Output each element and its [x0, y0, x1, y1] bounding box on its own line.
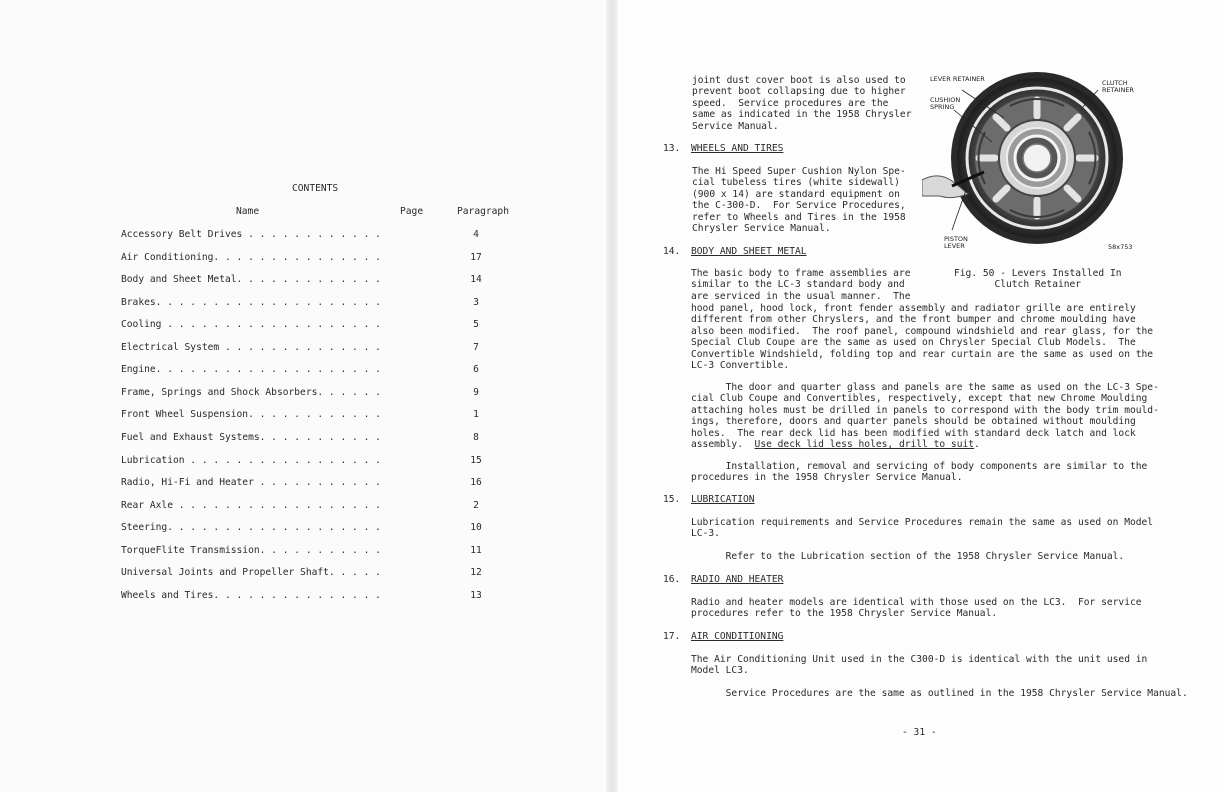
toc-entry-label: Cooling . . . . . . . . . . . . . . . . . . .: [121, 319, 381, 330]
toc-entry: [121, 522, 491, 536]
toc-entry: [121, 274, 491, 288]
toc-entry-label: Air Conditioning. . . . . . . . . . . . . . .: [121, 252, 381, 263]
section-16-heading: [663, 574, 783, 585]
label-clutch-retainer: CLUTCH RETAINER: [1102, 79, 1134, 94]
section-14-number: 14.: [663, 246, 681, 257]
toc-entry-label: Universal Joints and Propeller Shaft. . . . .: [121, 567, 381, 578]
section-15-heading: [663, 494, 755, 505]
figure-caption: Fig. 50 - Levers Installed In Clutch Retainer: [954, 268, 1122, 291]
section-14-paragraph-2-last-line: [691, 439, 980, 450]
toc-column-page: Page: [400, 206, 424, 217]
section-16-number: 16.: [663, 574, 681, 585]
toc-entry-paragraph: 17: [470, 252, 482, 263]
toc-entry: [121, 252, 491, 266]
toc-entry: [121, 387, 491, 401]
toc-entry: [121, 477, 491, 491]
toc-entry: [121, 545, 491, 559]
toc-entry-paragraph: 10: [470, 522, 482, 533]
toc-column-paragraph: Paragraph: [457, 206, 509, 217]
section-14-body-full: hood panel, hood lock, front fender assembly and radiator grille are entirely different from other Chryslers, and the front bumper and chrome moulding have also been modified. The roof panel, compound windshield and rear glass, for the Special Club Coupe are the same as used on Chrysler Special Club Models. The Convertible Windshield, folding top and rear curtain are the same as used on the LC-3 Convertible.: [691, 303, 1154, 372]
toc-entry-label: Lubrication . . . . . . . . . . . . . . . . .: [121, 455, 381, 466]
toc-entry-paragraph: 7: [473, 342, 479, 353]
toc-entry-paragraph: 9: [473, 387, 479, 398]
toc-entry-label: Steering. . . . . . . . . . . . . . . . . . .: [121, 522, 381, 533]
toc-entry: [121, 590, 491, 604]
section-17-number: 17.: [663, 631, 681, 642]
toc-entry-label: Fuel and Exhaust Systems. . . . . . . . . . .: [121, 432, 381, 443]
section-13-number: 13.: [663, 143, 681, 154]
section-16-body: Radio and heater models are identical with those used on the LC3. For service procedures refer to the 1958 Chrysler Service Manual.: [691, 597, 1142, 620]
toc-entry-label: Engine. . . . . . . . . . . . . . . . . . . .: [121, 364, 381, 375]
toc-entry: [121, 455, 491, 469]
toc-entry: [121, 342, 491, 356]
toc-entry-paragraph: 3: [473, 297, 479, 308]
page-number: - 31 -: [902, 727, 937, 738]
toc-entry: [121, 297, 491, 311]
section-15-title: LUBRICATION: [691, 494, 755, 505]
section-13-body: The Hi Speed Super Cushion Nylon Spe- cial tubeless tires (white sidewall) (900 x 14) are standard equipment on the C-300-D. For Service Procedures, refer to Wheels and Tires in the 1958 Chrysler Service Manual.: [692, 166, 906, 235]
toc-entry: [121, 364, 491, 378]
section-17-title: AIR CONDITIONING: [691, 631, 784, 642]
section-14-last-lead: assembly.: [691, 439, 755, 450]
toc-entry-paragraph: 1: [473, 409, 479, 420]
toc-entry: [121, 500, 491, 514]
section-14-title: BODY AND SHEET METAL: [691, 246, 807, 257]
section-17-heading: [663, 631, 783, 642]
label-piston-lever: PISTON LEVER: [944, 235, 968, 250]
toc-entry: [121, 432, 491, 446]
figure-negative-number: 58x753: [1108, 243, 1133, 251]
toc-entry-paragraph: 11: [470, 545, 482, 556]
toc-entry-paragraph: 16: [470, 477, 482, 488]
toc-entry-paragraph: 2: [473, 500, 479, 511]
toc-entry-paragraph: 15: [470, 455, 482, 466]
toc-entry: [121, 409, 491, 423]
section-14-paragraph-2: The door and quarter glass and panels are the same as used on the LC-3 Spe- cial Club Coupe and Convertibles, respectively, except that new Chrome Moulding attaching holes must be drilled in panels to correspond with the body trim mould- ings, therefore, doors and quarter panels should be obtained without moulding holes. The rear deck lid has been modified with standard deck latch and lock: [691, 382, 1159, 439]
section-14-paragraph-3: Installation, removal and servicing of body components are similar to the procedures in the 1958 Chrysler Service Manual.: [691, 461, 1148, 484]
label-cushion-spring: CUSHION SPRING: [930, 96, 961, 111]
label-lever-retainer: LEVER RETAINER: [930, 75, 985, 83]
page-gutter: [606, 0, 618, 792]
toc-entry-label: Radio, Hi-Fi and Heater . . . . . . . . . . .: [121, 477, 381, 488]
toc-entry-label: Brakes. . . . . . . . . . . . . . . . . . . .: [121, 297, 381, 308]
toc-entry-paragraph: 6: [473, 364, 479, 375]
toc-entry-label: Frame, Springs and Shock Absorbers. . . . . .: [121, 387, 381, 398]
section-15-body: Lubrication requirements and Service Procedures remain the same as used on Model LC-3.: [691, 517, 1154, 540]
toc-entry-paragraph: 14: [470, 274, 482, 285]
section-14-underlined-note: Use deck lid less holes, drill to suit: [754, 439, 975, 450]
toc-column-name: Name: [236, 206, 260, 217]
toc-title: CONTENTS: [292, 183, 339, 194]
toc-entry-paragraph: 4: [473, 229, 479, 240]
section-14-body-wrap: The basic body to frame assemblies are similar to the LC-3 standard body and are serviced in the usual manner. The: [691, 268, 911, 302]
toc-entry: [121, 567, 491, 581]
toc-entry-paragraph: 13: [470, 590, 482, 601]
toc-entry-label: Front Wheel Suspension. . . . . . . . . . . .: [121, 409, 381, 420]
toc-entry-paragraph: 12: [470, 567, 482, 578]
intro-paragraph: joint dust cover boot is also used to prevent boot collapsing due to higher speed. Service procedures are the same as indicated in the 1958 Chrysler Service Manual.: [692, 75, 912, 132]
toc-entry-paragraph: 8: [473, 432, 479, 443]
section-14-heading: [663, 246, 807, 257]
toc-entry-label: Accessory Belt Drives . . . . . . . . . . . .: [121, 229, 381, 240]
toc-entry-label: Rear Axle . . . . . . . . . . . . . . . . . .: [121, 500, 381, 511]
section-15-number: 15.: [663, 494, 681, 505]
section-13-title: WHEELS AND TIRES: [691, 143, 784, 154]
toc-entry-label: Electrical System . . . . . . . . . . . . . .: [121, 342, 381, 353]
clutch-retainer-figure: [922, 72, 1140, 250]
toc-entry-label: Wheels and Tires. . . . . . . . . . . . . . .: [121, 590, 381, 601]
section-14-last-tail: .: [974, 439, 980, 450]
section-15-body-2: Refer to the Lubrication section of the 1958 Chrysler Service Manual.: [691, 551, 1125, 562]
toc-entry: [121, 229, 491, 243]
section-16-title: RADIO AND HEATER: [691, 574, 784, 585]
toc-entry-label: TorqueFlite Transmission. . . . . . . . . . .: [121, 545, 381, 556]
toc-entry-label: Body and Sheet Metal. . . . . . . . . . . . .: [121, 274, 381, 285]
section-13-heading: [663, 143, 783, 154]
toc-entry: [121, 319, 491, 333]
section-17-body-2: Service Procedures are the same as outlined in the 1958 Chrysler Service Manual.: [691, 688, 1188, 699]
section-17-body: The Air Conditioning Unit used in the C300-D is identical with the unit used in Model LC3.: [691, 654, 1148, 677]
toc-entry-paragraph: 5: [473, 319, 479, 330]
